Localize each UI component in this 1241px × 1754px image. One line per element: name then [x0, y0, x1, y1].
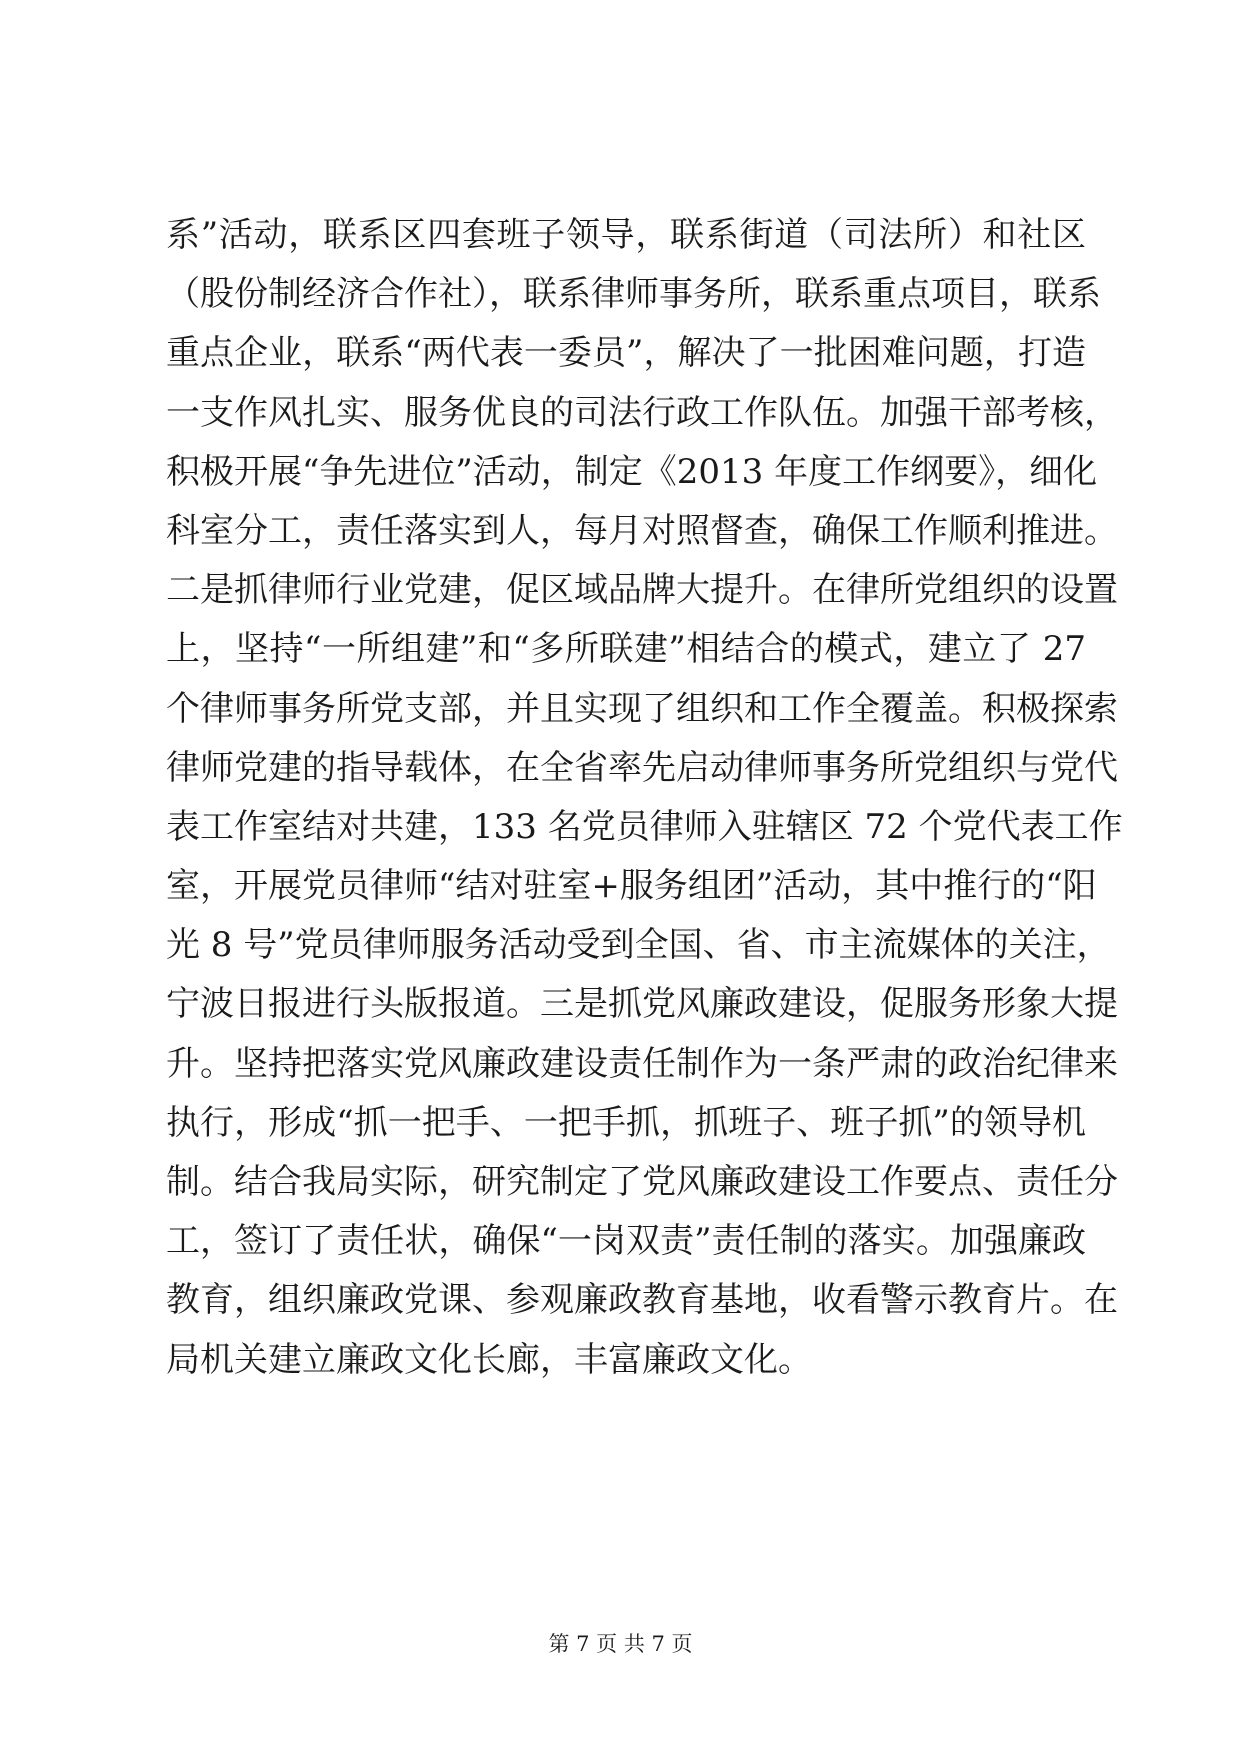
- text-line: （股份制经济合作社），联系律师事务所，联系重点项目，联系: [166, 274, 1101, 315]
- text-line: 重点企业，联系“两代表一委员”，解决了一批困难问题，打造: [166, 333, 1086, 374]
- text-line: 个律师事务所党支部，并且实现了组织和工作全覆盖。积极探索: [166, 688, 1118, 729]
- text-line: 执行，形成“抓一把手、一把手抓，抓班子、班子抓”的领导机: [166, 1102, 1086, 1143]
- text-line: 光 8 号”党员律师服务活动受到全国、省、市主流媒体的关注，: [166, 925, 1111, 966]
- text-line: 升。坚持把落实党风廉政建设责任制作为一条严肃的政治纪律来: [166, 1043, 1118, 1084]
- text-line: 教育，组织廉政党课、参观廉政教育基地，收看警示教育片。在: [166, 1280, 1118, 1321]
- text-line: 律师党建的指导载体，在全省率先启动律师事务所党组织与党代: [166, 747, 1118, 788]
- text-line: 工，签订了责任状，确保“一岗双责”责任制的落实。加强廉政: [166, 1221, 1086, 1262]
- text-line: 局机关建立廉政文化长廊，丰富廉政文化。: [166, 1339, 812, 1380]
- text-line: 上，坚持“一所组建”和“多所联建”相结合的模式，建立了 27: [166, 629, 1086, 670]
- page-footer: [0, 1628, 1241, 1658]
- text-line: 室，开展党员律师“结对驻室+服务组团”活动，其中推行的“阳: [166, 866, 1097, 907]
- text-line: 科室分工，责任落实到人，每月对照督查，确保工作顺利推进。: [166, 510, 1118, 551]
- text-line: 系”活动，联系区四套班子领导，联系街道（司法所）和社区: [166, 215, 1086, 255]
- page-number: 第 7 页 共 7 页: [548, 1632, 693, 1656]
- text-line: 二是抓律师行业党建，促区域品牌大提升。在律所党组织的设置: [166, 570, 1118, 611]
- text-line: 表工作室结对共建，133 名党员律师入驻辖区 72 个党代表工作: [166, 806, 1123, 847]
- text-line: 一支作风扎实、服务优良的司法行政工作队伍。加强干部考核，: [166, 392, 1118, 433]
- text-line: 宁波日报进行头版报道。三是抓党风廉政建设，促服务形象大提: [166, 984, 1118, 1025]
- text-line: 积极开展“争先进位”活动，制定《2013 年度工作纲要》，细化: [166, 451, 1098, 492]
- body-paragraph: [166, 206, 1123, 1390]
- text-line: 制。结合我局实际，研究制定了党风廉政建设工作要点、责任分: [166, 1162, 1118, 1202]
